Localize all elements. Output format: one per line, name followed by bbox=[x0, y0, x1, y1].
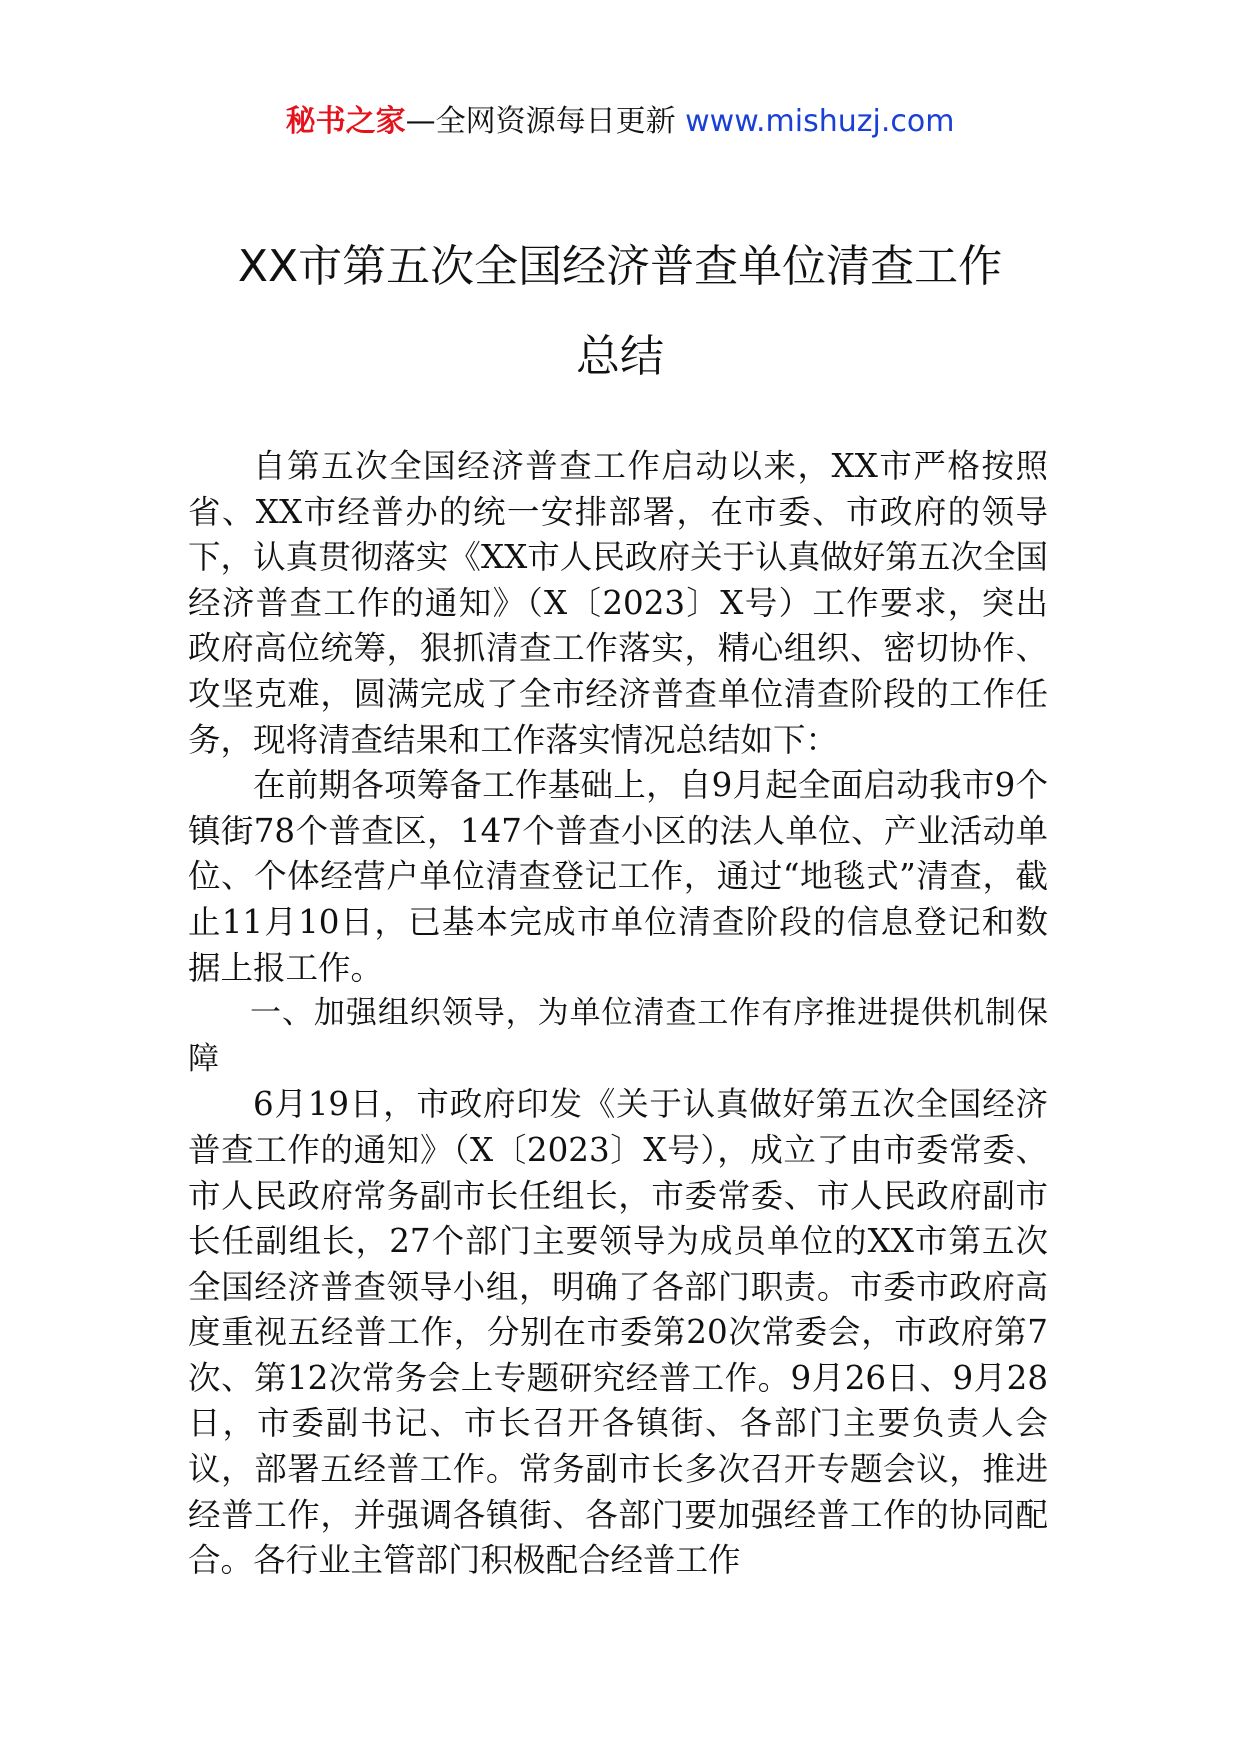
header-tagline: —全网资源每日更新 bbox=[405, 104, 686, 139]
brand-name: 秘书之家 bbox=[285, 104, 406, 139]
section-heading-1: 一、加强组织领导，为单位清查工作有序推进提供机制保障 bbox=[188, 995, 1048, 1077]
overview-paragraph: 在前期各项筹备工作基础上，自9月起全面启动我市9个镇街78个普查区，147个普查小区的法人单位、产业活动单位、个体经营户单位清查登记工作，通过“地毯式”清查，截止11月10日，已基本完成市单位清查阶段的信息登记和数据上报工作。 bbox=[188, 766, 1048, 987]
title-line-1: XX市第五次全国经济普查单位清查工作 bbox=[237, 241, 1003, 292]
title-line-2: 总结 bbox=[576, 331, 664, 382]
section-1-paragraph: 6月19日，市政府印发《关于认真做好第五次全国经济普查工作的通知》（X〔2023〕X号），成立了由市委常委、市人民政府常务副市长任组长，市委常委、市人民政府副市长任副组长，27个部门主要领导为成员单位的XX市第五次全国经济普查领导小组，明确了各部门职责。市委市政府高度重视五经普工作，分别在市委第20次常委会，市政府第7次、第12次常务会上专题研究经普工作。9月26日、9月28日，市委副书记、市长召开各镇街、各部门主要负责人会议，部署五经普工作。常务副市长多次召开专题会议，推进经普工作，并强调各镇街、各部门要加强经普工作的协同配合。各行业主管部门积极配合经普工作 bbox=[188, 1085, 1048, 1580]
intro-paragraph: 自第五次全国经济普查工作启动以来，XX市严格按照省、XX市经普办的统一安排部署，在市委、市政府的领导下，认真贯彻落实《XX市人民政府关于认真做好第五次全国经济普查工作的通知》（X〔2023〕X号）工作要求，突出政府高位统筹，狠抓清查工作落实，精心组织、密切协作、攻坚克难，圆满完成了全市经济普查单位清查阶段的工作任务，现将清查结果和工作落实情况总结如下： bbox=[188, 447, 1048, 759]
document-body bbox=[188, 444, 1048, 1584]
document-title bbox=[150, 222, 1090, 402]
site-url-link[interactable]: www.mishuzj.com bbox=[685, 104, 955, 139]
site-header bbox=[0, 100, 1240, 144]
